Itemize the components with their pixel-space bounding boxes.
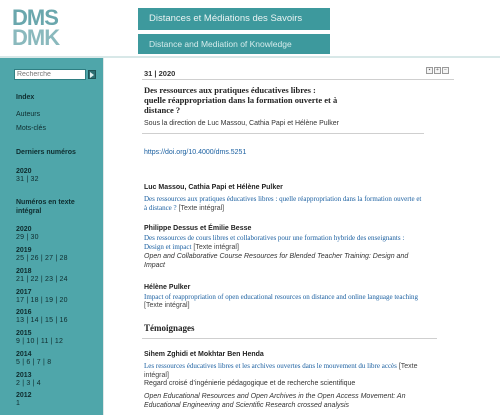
issues-2014[interactable]: 5 | 6 | 7 | 8 xyxy=(16,359,52,366)
main-content xyxy=(103,58,500,415)
article-1-format[interactable]: [Texte intégral] xyxy=(176,204,225,212)
article-3-format[interactable]: [Texte intégral] xyxy=(144,301,190,309)
logo-line1: DMS xyxy=(12,5,58,30)
search-input[interactable] xyxy=(14,69,86,80)
article-1-link-line1: Des ressources aux pratiques éducatives libres : quelle réappropriation dans la formation ouverte et xyxy=(144,195,422,203)
testimony-1-subtitle: Regard croisé d’ingénierie pédagogique et de recherche scientifique xyxy=(144,380,356,387)
testimony-1-translation-line1: Open Educational Resources and Open Archives in the Open Access Movement: An xyxy=(144,393,406,400)
top-divider xyxy=(142,79,454,80)
issues-2013[interactable]: 2 | 3 | 4 xyxy=(16,380,41,387)
issues-2015[interactable]: 9 | 10 | 11 | 12 xyxy=(16,338,64,345)
index-heading: Index xyxy=(16,94,35,101)
title-divider xyxy=(142,133,424,134)
issues-2012[interactable]: 1 xyxy=(16,400,21,407)
arrow-right-icon xyxy=(90,72,94,78)
testimony-1-translation xyxy=(144,393,434,410)
year-2012: 2012 xyxy=(16,392,32,399)
font-decrease-icon[interactable]: − xyxy=(442,67,449,74)
issues-2017[interactable]: 17 | 18 | 19 | 20 xyxy=(16,297,68,304)
article-2-link[interactable] xyxy=(144,234,434,252)
doi-link[interactable]: https://doi.org/10.4000/dms.5251 xyxy=(144,149,247,156)
article-2-translation xyxy=(144,253,434,270)
article-3-link-line1: Impact of reappropriation of open educational resources on distance and online language teaching xyxy=(144,293,419,301)
year-2017: 2017 xyxy=(16,289,32,296)
issues-2016[interactable]: 13 | 14 | 15 | 16 xyxy=(16,317,68,324)
issue-title-line2: quelle réappropriation dans la formation ouverte et à xyxy=(144,95,338,105)
article-2-translation-line2: Impact xyxy=(144,261,166,269)
article-2-link-line2-wrap xyxy=(144,243,434,253)
testimony-1-link[interactable] xyxy=(144,362,434,380)
site-header xyxy=(0,0,500,56)
issue-title-line3: distance ? xyxy=(144,105,181,115)
testimony-1-link-line1-wrap xyxy=(144,362,434,372)
article-3-authors[interactable]: Hélène Pulker xyxy=(144,284,191,291)
article-1-link-line2-wrap xyxy=(144,204,434,214)
fulltext-heading-line1: Numéros en texte xyxy=(16,199,75,206)
site-title-en[interactable]: Distance and Mediation of Knowledge xyxy=(138,34,330,54)
year-2014: 2014 xyxy=(16,351,32,358)
sidebar xyxy=(0,58,103,415)
article-1-link-line2: à distance ? xyxy=(144,203,177,212)
article-2-translation-line1: Open and Collaborative Course Resources for Blended Teacher Training: Design and xyxy=(144,253,409,260)
print-icon[interactable]: ▪ xyxy=(426,67,433,74)
testimony-1-format-line2[interactable]: intégral] xyxy=(144,371,169,379)
site-logo[interactable] xyxy=(12,5,74,52)
fulltext-heading-line2: intégral xyxy=(16,208,42,215)
issues-2019[interactable]: 25 | 26 | 27 | 28 xyxy=(16,255,68,262)
issues-2020[interactable]: 29 | 30 xyxy=(16,234,39,241)
article-1-link[interactable] xyxy=(144,195,434,213)
font-increase-icon[interactable]: + xyxy=(434,67,441,74)
issue-title-line1: Des ressources aux pratiques éducatives libres : xyxy=(144,85,316,95)
latest-issues-links[interactable]: 31 | 32 xyxy=(16,176,39,183)
testimony-1-authors[interactable]: Sihem Zghidi et Mokhtar Ben Henda xyxy=(144,351,264,358)
issue-title xyxy=(144,85,394,115)
issue-number: 31 | 2020 xyxy=(144,69,176,78)
latest-issues-heading: Derniers numéros xyxy=(16,149,76,156)
site-title-fr[interactable]: Distances et Médiations des Savoirs xyxy=(138,8,330,30)
year-2019: 2019 xyxy=(16,247,32,254)
article-3-link[interactable] xyxy=(144,293,434,310)
logo-line2: DMK xyxy=(12,25,60,50)
year-2018: 2018 xyxy=(16,268,32,275)
search-button[interactable] xyxy=(88,70,96,79)
article-2-format[interactable]: [Texte intégral] xyxy=(191,243,239,251)
year-2020: 2020 xyxy=(16,226,32,233)
issue-editors: Sous la direction de Luc Massou, Cathia Papi et Hélène Pulker xyxy=(144,120,339,127)
testimony-1-translation-line2: Educational Engineering and Scientific Research crossed analysis xyxy=(144,401,350,409)
section-divider xyxy=(142,338,437,339)
testimony-1-format[interactable]: [Texte xyxy=(396,363,418,370)
article-1-authors[interactable]: Luc Massou, Cathia Papi et Hélène Pulker xyxy=(144,184,283,191)
testimony-1-link-line1: Les ressources éducatives libres et les archives ouvertes dans le mouvement du libre accès xyxy=(144,362,397,370)
year-2015: 2015 xyxy=(16,330,32,337)
article-2-link-line1: Des ressources de cours libres et collaboratives pour une formation hybride des enseignants : xyxy=(144,234,405,242)
article-2-authors[interactable]: Philippe Dessus et Émilie Besse xyxy=(144,225,252,232)
index-link-authors[interactable]: Auteurs xyxy=(16,111,41,118)
latest-year: 2020 xyxy=(16,168,32,175)
year-2013: 2013 xyxy=(16,372,32,379)
issues-2018[interactable]: 21 | 22 | 23 | 24 xyxy=(16,276,68,283)
section-testimonies: Témoignages xyxy=(144,323,195,333)
article-2-link-line2: Design et impact xyxy=(144,242,192,251)
index-link-keywords[interactable]: Mots-clés xyxy=(16,125,46,132)
toolbar xyxy=(426,67,454,76)
year-2016: 2016 xyxy=(16,309,32,316)
